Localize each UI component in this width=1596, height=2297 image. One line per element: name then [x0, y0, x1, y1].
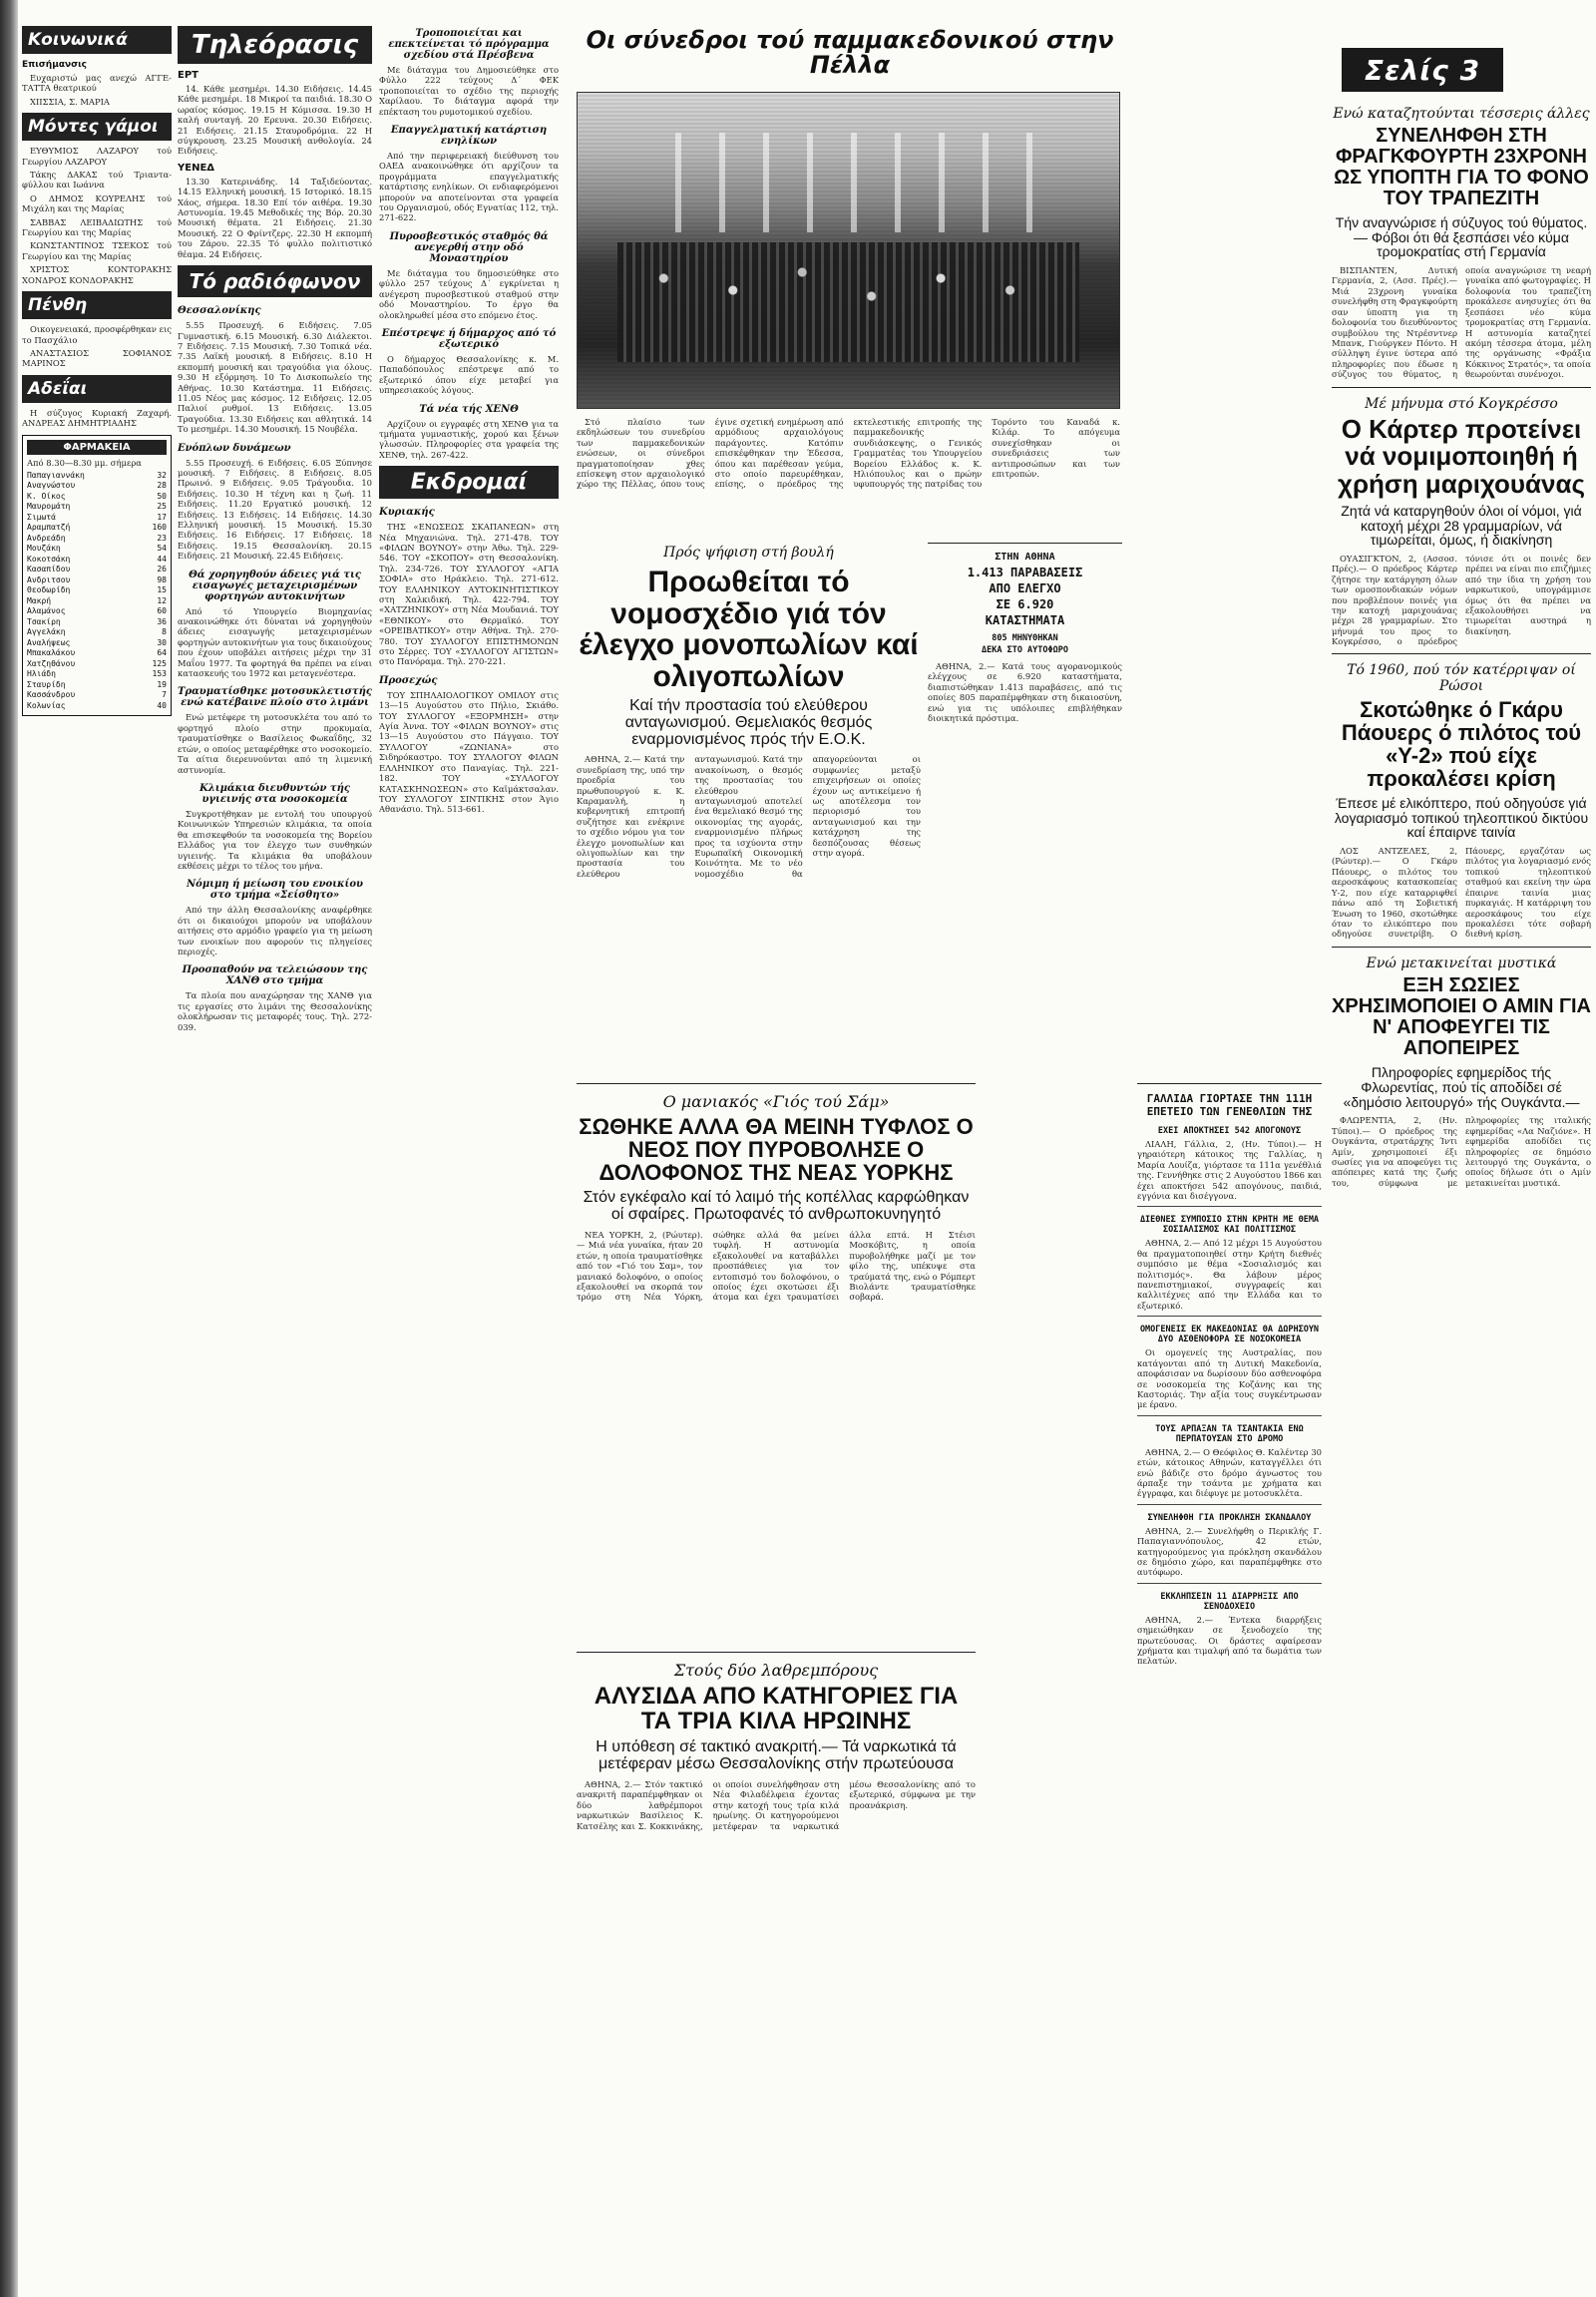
plan-headline: Τροποποιείται και επεκτείνεται τό πρόγραμμα σχεδίου στά Πρέσβενα	[388, 28, 550, 61]
pharmacy-entry	[27, 606, 167, 617]
athens-box-line-4: ΚΑΤΑΣΤΗΜΑΤΑ	[985, 613, 1065, 627]
pharmacy-intro: Από 8.30—8.30 μμ. σήμερα	[27, 457, 142, 468]
athens-box-line-6: ΔΕΚΑ ΣΤΟ ΑΥΤΟΦΩΡΟ	[982, 645, 1068, 655]
pharmacy-number: 64	[157, 648, 167, 658]
sam-text: ΝΕΑ ΥΟΡΚΗ, 2, (Ρώυτερ).— Μιά νέα γυναίκα, ήταν 20 ετών, η οποία τραυματίσθηκε από τον «Γιό του Σαμ», τον μανιακό δολοφόνο, ο οποίος εξακολουθεί να σκορπά τον τρόμο στη Νέα Υόρκη, σώθηκε αλλά θα μείνει τυφλή. Η αστυνομία εξακολουθεί να καταβάλλει προσπάθειες για τον εντοπισμό του δολοφόνου, ο οποίος έχει σκοτώσει έξι άτομα και έχει τραυματίσει άλλα επτά. Η Στέισι Μοσκόβιτς, η οποία πυροβολήθηκε μαζί με τον φίλο της, υπέκυψε στα τραύματά της, ενώ ο Ρόμπερτ Βιολάντε τραυματίσθηκε σοβαρά.	[577, 1229, 976, 1303]
photo-title: Οι σύνεδροι τού παμμακεδονικού στην Πέλλα	[586, 26, 1114, 80]
pharmacy-name: Παπαγιαννάκη	[27, 470, 85, 480]
local-news-column	[379, 20, 559, 2284]
amin-deck: Πληροφορίες εφημερίδος τής Φλωρεντίας, πού τίς αποδίδει σέ «δημόσιο λειτουργό» τής Ουγκάντα.—	[1343, 1064, 1580, 1110]
pharmacy-title: ΦΑΡΜΑΚΕΙΑ	[27, 440, 167, 455]
pharmacy-number: 153	[152, 669, 167, 679]
monopoly-text: ΑΘΗΝΑ, 2.— Κατά την συνεδρίαση της, υπό την προεδρία του πρωθυπουργού κ. Κ. Καραμανλή, η κυβερνητική επιτροπή συζήτησε και ενέκρινε το σχέδιο νόμου για τον έλεγχο μονοπωλίων και ολιγοπωλίων και την προστασία του ελεύθερου ανταγωνισμού. Κατά την ανακοίνωση, ο θεσμός της προστασίας του ελεύθερου ανταγωνισμού αποτελεί ένα θεμελιακό θεσμό της οικονομίας της αγοράς, εναρμονισμένο πλήρως προς τα ισχύοντα στην Ευρωπαϊκή Οικονομική Κοινότητα. Με το νέο νομοσχέδιο θα απαγορεύονται οι συμφωνίες μεταξύ επιχειρήσεων οι οποίες έχουν ως αντικείμενο ή ως αποτέλεσμα τον περιορισμό του ανταγωνισμού και την κατάχρηση της δεσπόζουσας θέσεως στην αγορά.	[577, 754, 921, 879]
pharmacy-list	[27, 471, 167, 712]
carter-text: ΟΥΑΣΙΓΚΤΟΝ, 2, (Ασσοσ. Πρές).— Ο πρόεδρος Κάρτερ ζήτησε την κατάργηση όλων των ομοσπονδιακών νόμων που προβλέπουν ποινές για την κατοχή μαριχουάνας μέχρι 28 γραμμαρίων. Στο μήνυμά του προς το Κογκρέσσο, ο πρόεδρος τόνισε ότι οι ποινές δεν πρέπει να είναι πιο επιζήμιες από την ίδια τη χρήση του ναρκωτικού, υπογράμμισε όμως ότι θα πρέπει να εξακολουθήσει να τιμωρείται αυστηρά η διακίνηση.	[1332, 553, 1591, 647]
pharmacy-name: Μπακαλάκου	[27, 648, 76, 658]
pharmacy-name: Κασσάνδρου	[27, 690, 76, 700]
photo-crowd	[617, 242, 1079, 362]
mayor-text: Ο δήμαρχος Θεσσαλονίκης κ. Μ. Παπαδόπουλος επέστρεψε από το εξωτερικό όπου είχε μεταβεί για υπηρεσιακούς λόγους.	[379, 353, 559, 396]
scandal-headline: ΣΥΝΕΛΗΦΘΗ ΓΙΑ ΠΡΟΚΛΗΣΗ ΣΚΑΝΔΑΛΟΥ	[1147, 1512, 1312, 1523]
congress-photo	[577, 92, 1120, 409]
pharmacy-name: Κασαπίδου	[27, 565, 71, 574]
pharmacy-number: 15	[157, 585, 167, 595]
pharmacy-name: Αναλήψεως	[27, 637, 71, 647]
mayor-headline: Επέστρεψε ή δήμαρχος από τό εξωτερικό	[381, 327, 557, 350]
pharmacy-number: 60	[157, 606, 167, 616]
powers-kicker: Τό 1960, πού τόν κατέρριψαν οί Ρώσοι	[1347, 661, 1576, 694]
port-headline: Προσπαθούν να τελειώσουν της ΧΑΝΘ στο τμήμα	[182, 964, 368, 987]
pharmacy-number: 160	[152, 523, 167, 533]
divider	[1137, 1316, 1322, 1317]
pharmacy-entry	[27, 617, 167, 628]
pharmacy-name: Αλαμάνος	[27, 606, 66, 616]
pharmacy-entry	[27, 627, 167, 638]
athens-box-line-1: 1.413 ΠΑΡΑΒΑΣΕΙΣ	[967, 566, 1083, 579]
divider	[1137, 1083, 1322, 1084]
pharmacy-name: Αραμπατζή	[27, 523, 71, 533]
carter-deck: Ζητά νά καταργηθούν όλοι οί νόμοι, γιά κατοχή μέχρι 28 γραμμαρίων, νά τιμωρείται, όμως, ή διακίνηση	[1341, 502, 1582, 549]
xenth-text: Αρχίζουν οι εγγραφές στη ΧΕΝΘ για τα τμήματα γυμναστικής, χορού και ξένων γλωσσών. Πληροφορίες στα γραφεία της ΧΕΝΘ, τηλ. 267-422.	[379, 418, 559, 460]
biker-text: Ενώ μετέφερε τη μοτοσυκλέτα του από το φορτηγό πλοίο στην προκυμαία, τραυματίσθηκε ο Βασίλειος Φωκαΐδης, 32 ετών, ο οποίος μεταφέρθηκε στο νοσοκομείο. Τα αίτια διερευνούνται από τη λιμενική αστυνομία.	[178, 712, 372, 775]
athens-box-title: ΣΤΗΝ ΑΘΗΝΑ	[995, 552, 1055, 563]
pharmacy-entry	[27, 669, 167, 680]
pharmacy-name: Σταυρίδη	[27, 679, 66, 689]
plan-text: Με διάταγμα του Δημοσιεύθηκε στο Φύλλο 222 τεύχους Δ΄ ΦΕΚ τροποποιείται το σχέδιο της περιοχής Χαρίλαου. Το διάταγμα αφορά την επέκταση του ρυμοτομικού σχεδίου.	[379, 65, 559, 117]
pharmacy-entry	[27, 659, 167, 670]
pharmacy-name: Ηλιάδη	[27, 669, 56, 679]
section-banner-weddings: Μόντες γάμοι	[22, 113, 172, 141]
smuggler-article	[577, 1646, 976, 2284]
pharmacy-entry	[27, 544, 167, 555]
pharmacy-name: Μακρή	[27, 595, 52, 605]
frankfurt-text: ΒΙΣΠΑΝΤΕΝ, Δυτική Γερμανία, 2, (Ασσ. Πρές).— Μιά 23χρονη γυναίκα συνελήφθη στη Φραγκφούρτη σαν ύποπτη για τη δολοφονία του διευθύνοντος συμβούλου της Ντρέσντνερ Μπανκ, Γιούργκεν Πόντο. Η σύλληψη έγινε ύστερα από πληροφορίες που έδωσε η σύζυγος του θύματος, η οποία αναγνώρισε τη νεαρή γυναίκα από φωτογραφίες. Η δολοφονία του τραπεζίτη προκάλεσε ανησυχίες ότι θα ξεσπάσει νέο κύμα τρομοκρατίας στη Γερμανία. Η αστυνομία καταζητεί ακόμη τέσσερα άτομα, μέλη της οργάνωσης «Φράξια Κόκκινος Στρατός», τα οποία θεωρούνται συνένοχοι.	[1332, 265, 1591, 380]
galleria-headline: ΓΑΛΛΙΔΑ ΓΙΟΡΤΑΣΕ ΤΗΝ 111Η ΕΠΕΤΕΙΟ ΤΩΝ ΓΕΝΕΘΛΙΩΝ ΤΗΣ	[1146, 1092, 1313, 1118]
amin-headline: ΕΞΗ ΣΩΣΙΕΣ ΧΡΗΣΙΜΟΠΟΙΕΙ Ο ΑΜΙΝ ΓΙΑ Ν' ΑΠΟΦΕΥΓΕΙ ΤΙΣ ΑΠΟΠΕΙΡΕΣ	[1332, 974, 1591, 1060]
fire-station-headline: Πυροσβεστικός σταθμός θά ανεγερθή στην οδό Μοναστηρίου	[389, 230, 549, 264]
thefts-text: ΑΘΗΝΑ, 2.— Έντεκα διαρρήξεις σημειώθηκαν σε ξενοδοχείο της πρωτεύουσας. Οι δράστες αφαίρεσαν χρήματα και τιμαλφή από τα δωμάτια των πελατών.	[1137, 1614, 1322, 1667]
section-banner-social: Κοινωνικά	[22, 26, 172, 54]
mourning-text: Οικογενειακά, προσφέρθηκαν εις το Πασχάλιο ΑΝΑΣΤΑΣΙΟΣ ΣΟΦΙΑΝΟΣ ΜΑΡΙΝΟΣ	[22, 324, 172, 369]
pharmacy-entry	[27, 648, 167, 659]
pharmacy-entry	[27, 481, 167, 492]
pharmacy-entry	[27, 502, 167, 513]
pharmacy-entry	[27, 555, 167, 566]
pharmacy-number: 30	[157, 637, 167, 647]
pharmacy-entry	[27, 680, 167, 691]
broadcast-column	[178, 20, 372, 2284]
world-news-column	[1332, 98, 1591, 2282]
scandal-text: ΑΘΗΝΑ, 2.— Συνελήφθη ο Περικλής Γ. Παπαγιαννόπουλος, 42 ετών, κατηγορούμενος για πρόκληση σκανδάλου σε δημόσιο χώρο, και παραπέμφθηκε στο αυτόφωρο.	[1137, 1525, 1322, 1578]
monopoly-kicker: Πρός ψήφιση στή βουλή	[663, 545, 834, 561]
pharmacy-number: 26	[157, 565, 167, 574]
thefts-headline: ΕΚΚΛΗΠΣΕΙΝ 11 ΔΙΑΡΡΗΞΙΣ ΑΠΟ ΣΕΝΟΔΟΧΕΙΟ	[1160, 1591, 1299, 1612]
pharmacy-entry	[27, 471, 167, 482]
pharmacy-number: 44	[157, 554, 167, 564]
hygiene-headline: Κλιμάκια διευθυντών τής υγιεινής στα νοσοκομεία	[200, 782, 350, 805]
pharmacy-name: Θεοδωρίδη	[27, 585, 71, 595]
carter-kicker: Μέ μήνυμα στό Κογκρέσσο	[1365, 396, 1558, 413]
pharmacy-number: 19	[157, 679, 167, 689]
divider	[1137, 1206, 1322, 1207]
galleria-subhead: ΕΧΕΙ ΑΠΟΚΤΗΣΕΙ 542 ΑΠΟΓΟΝΟΥΣ	[1157, 1126, 1302, 1136]
pharmacy-entry	[27, 565, 167, 575]
divider	[1332, 947, 1591, 948]
pharmacy-name: Κ. Οίκος	[27, 491, 66, 501]
pharmacy-number: 7	[162, 690, 167, 700]
pharmacy-number: 54	[157, 544, 167, 554]
ert-label: ΕΡΤ	[178, 70, 199, 81]
carter-headline: Ο Κάρτερ προτείνει νά νομιμοποιηθή ή χρήση μαριχουάνας	[1337, 414, 1585, 499]
binding-gutter	[0, 0, 18, 2297]
athens-inspections	[928, 537, 1122, 1065]
section-banner-permits: Αδεΐαι	[22, 375, 172, 403]
pharmacy-name: Ανδριτσου	[27, 574, 71, 584]
tv-banner: Τηλεόρασις	[178, 26, 372, 64]
ert-schedule: 14. Κάθε μεσημέρι. 14.30 Ειδήσεις. 14.45 Κάθε μεσημέρι. 18 Μικροί τα παιδιά. 18.30 Ο ωραίος κόσμος. 19.15 Η Κόμισσα. 19.30 Η καλή συνταγή. 20 Ερευνα. 20.30 Ειδήσεις. 21 Ειδήσεις. 21.15 Σταυροδρόμια. 22 Η σύγκρουση. 23.25 Μουσική ανθολογία. 24 Ειδήσεις.	[178, 84, 372, 157]
photo-caption-block	[577, 417, 1120, 537]
briefs-column	[1137, 1077, 1322, 2284]
pharmacy-number: 8	[162, 627, 167, 637]
training-text: Από την περιφερειακή διεύθυνση του ΟΑΕΔ ανακοινώθηκε ότι αρχίζουν τα προγράμματα επαγγελματικής κατάρτισης ενηλίκων. Οι ενδιαφερόμενοι μπορούν να αποτείνονται στα γραφεία του Οργανισμού, οδός Εγνατίας 112, τηλ. 271-622.	[379, 151, 559, 223]
pharmacy-entry	[27, 690, 167, 701]
pharmacy-name: Αναγνώστου	[27, 481, 76, 491]
thessaloniki-schedule: 5.55 Προσευχή. 6 Ειδήσεις. 7.05 Γυμναστική. 6.15 Μουσική. 6.30 Διάλεκτοι. 7 Ειδήσεις. 7.15 Μουσική. 7.30 Τοπικά νέα. 7.35 Λαϊκή μουσική. 8 Ειδήσεις. 8.10 Η εκπομπή μουσική και τραγούδια για όλους. 9.30 Η εξόρμηση. 10 Το Δισκοπωλείο της Αθήνας. 10.30 Κατάστημα. 11 Ειδήσεις. 11.05 Νέος μας κόσμος. 12 Ειδήσεις. 12.05 Παλιοί ρυθμοί. 13 Ειδήσεις. 13.05 Τραγούδια. 13.30 Ειδήσεις και αθλητικά. 14 Το μεσημέρι. 14.30 Μουσική. 15 Νουβέλα.	[178, 320, 372, 435]
section-subtitle: Επισήμανσις	[22, 60, 87, 70]
pharmacy-entry	[27, 534, 167, 545]
training-headline: Επαγγελματική κατάρτιση ενηλίκων	[390, 125, 548, 148]
excursions-subtitle: Κυριακής	[379, 507, 435, 519]
pharmacy-name: Μαυρομάτη	[27, 502, 71, 512]
divider	[928, 543, 1122, 544]
sam-kicker: Ο μανιακός «Γιός τού Σάμ»	[662, 1092, 890, 1111]
sam-article	[577, 1077, 976, 1636]
trucks-text: Από τό Υπουργείο Βιομηχανίας ανακοινώθηκε ότι δύναται νά χορηγηθούν άδειες εισαγωγής μεταχειρισμένων φορτηγών αυτοκινήτων για τους δικαιούχους που έχουν υποβάλει αιτήσεις μέχρι την 31 Μαΐου 1977. Τα φορτηγά θα πρέπει να είναι κατασκευής του 1972 και μεταγενέστερα.	[178, 605, 372, 679]
rent-headline: Νόμιμη ή μείωση του ενοικίου στο τμήμα «Σείσθητο»	[187, 879, 363, 902]
social-column	[22, 20, 172, 2284]
powers-text: ΛΟΣ ΑΝΤΖΕΛΕΣ, 2, (Ρώυτερ).— Ο Γκάρυ Πάουερς, ο πιλότος του αεροσκάφους κατασκοπείας Υ-2, που είχε καταρριφθεί πάνω από τη Σοβιετική Ένωση το 1960, σκοτώθηκε όταν το ελικόπτερο που οδηγούσε συνετρίβη. Ο Πάουερς, εργαζόταν ως πιλότος για λογαριασμό ενός τοπικού τηλεοπτικού σταθμού και εκείνη την ώρα έπαιρνε ταινία μιας πυρκαγιάς. Η κατάρριψη του αεροσκάφους του είχε προκαλέσει τότε σοβαρή διεθνή κρίση.	[1332, 846, 1591, 940]
monopoly-article	[577, 537, 921, 1065]
pharmacy-name: Ανδρεάδη	[27, 533, 66, 543]
sam-headline: ΣΩΘΗΚΕ ΑΛΛΑ ΘΑ ΜΕΙΝΗ ΤΥΦΛΟΣ Ο ΝΕΟΣ ΠΟΥ ΠΥΡΟΒΟΛΗΣΕ Ο ΔΟΛΟΦΟΝΟΣ ΤΗΣ ΝΕΑΣ ΥΟΡΚΗΣ	[579, 1114, 974, 1186]
xenth-headline: Τά νέα τής ΧΕΝΘ	[419, 403, 519, 415]
pharmacy-number: 40	[157, 700, 167, 710]
divider	[1137, 1415, 1322, 1416]
thessaloniki-label: Θεσσαλονίκης	[178, 305, 261, 317]
armed-forces-label: Ενόπλων δυνάμεων	[178, 442, 291, 454]
weddings-text: ΕΥΘΥΜΙΟΣ ΛΑΖΑΡΟΥ τού Γεωργίου ΛΑΖΑΡΟΥ Τάκης ΔΑΚΑΣ τού Τριαντα- φύλλου και Ιωάννα Ο ΔΗΜΟΣ ΚΟΥΡΕΛΗΣ τού Μιχάλη και της Μαρίας ΣΑΒΒΑΣ ΛΕΙΒΑΔΙΩΤΗΣ τού Γεωργίου και της Μαρίας ΚΩΝΣΤΑΝΤΙΝΟΣ ΤΣΕΚΟΣ τού Γεωργίου και της Μαρίας ΧΡΙΣΤΟΣ ΚΟΝΤΟΡΑΚΗΣ ΧΟΝΔΡΟΣ ΚΟΝΔΟΡΑΚΗΣ	[22, 146, 172, 285]
permits-text: Η σύζυγος Κυριακή Ζαχαρή. ΑΝΔΡΕΑΣ ΔΗΜΗΤΡΙΑΔΗΣ	[22, 407, 172, 429]
pharmacy-name: Σιμωτά	[27, 512, 56, 522]
pharmacy-number: 12	[157, 595, 167, 605]
pharmacy-name: Τσακίρη	[27, 616, 61, 626]
bags-text: ΑΘΗΝΑ, 2.— Ο Θεόφιλος Θ. Καλέντερ 30 ετών, κάτοικος Αθηνών, καταγγέλλει ότι ενώ βάδιζε στο δρόμο άγνωστος του άρπαξε την τσάντα με χρήματα και έγγραφα, και διέφυγε με μοτοσυκλέτα.	[1137, 1446, 1322, 1499]
pharmacy-entry	[27, 513, 167, 524]
divider	[577, 1652, 976, 1653]
section-banner-mourning: Πένθη	[22, 291, 172, 319]
armed-forces-schedule: 5.55 Προσευχή. 6 Ειδήσεις. 6.05 Ξύπνησε μουσική. 7 Ειδήσεις. 8 Ειδήσεις. 8.05 Πρωινό. 9 Ειδήσεις. 9.05 Τράγουδια. 10 Ειδήσεις. 10.30 Η τέχνη και η ζωή. 11 Ειδήσεις. 11.20 Εργατικό μουσική. 12 Ειδήσεις. 13 Ειδήσεις. 14 Ειδήσεις. 14.30 Ελληνική μουσική. 15 Μουσική. 15.30 Ειδήσεις. 16 Ειδήσεις. 17 Ειδήσεις. 18 Ειδήσεις. 19.15 Θεσσαλονίκη. 20.15 Ειδήσεις. 21 Μουσική. 22.45 Ειδήσεις.	[178, 457, 372, 562]
pharmacy-name: Μουζάκη	[27, 544, 61, 554]
frankfurt-headline: ΣΥΝΕΛΗΦΘΗ ΣΤΗ ΦΡΑΓΚΦΟΥΡΤΗ 23ΧΡΟΝΗ ΩΣ ΥΠΟΠΤΗ ΓΙΑ ΤΟ ΦΟΝΟ ΤΟΥ ΤΡΑΠΕΖΙΤΗ	[1334, 125, 1589, 209]
amin-kicker: Ενώ μετακινείται μυστικά	[1366, 956, 1557, 972]
pharmacy-number: 23	[157, 533, 167, 543]
pharmacy-number: 17	[157, 512, 167, 522]
pharmacy-number: 25	[157, 502, 167, 512]
pharmacy-number: 98	[157, 574, 167, 584]
bags-headline: ΤΟΥΣ ΑΡΠΑΞΑΝ ΤΑ ΤΣΑΝΤΑΚΙΑ ΕΝΩ ΠΕΡΠΑΤΟΥΣΑΝ ΣΤΟ ΔΡΟΜΟ	[1155, 1423, 1304, 1444]
divider	[577, 1083, 976, 1084]
divider	[1332, 653, 1591, 654]
powers-deck: Έπεσε μέ ελικόπτερο, πού οδηγούσε γιά λογαριασμό τοπικού τηλεοπτικού δικτύου καί έπαιρνε ταινία	[1334, 795, 1589, 841]
divider	[1137, 1504, 1322, 1505]
excursions-banner: Εκδρομαί	[379, 466, 559, 499]
athens-box-text: ΑΘΗΝΑ, 2.— Κατά τους αγορανομικούς ελέγχους σε 6.920 καταστήματα, διαπιστώθηκαν 1.413 παραβάσεις, από τις οποίες 805 παραπέμφθηκαν στη δικαιοσύνη, ενώ για τις υπόλοιπες επιβλήθηκαν διοικητικά πρόστιμα.	[928, 661, 1122, 724]
social-text: Ευχαριστώ μας ανεχώ ΑΓΓΕ- ΤΑΤΤΑ θεατρικού ΧΙΙΣΣΙΑ, Σ. ΜΑΡΙΑ	[22, 73, 172, 107]
pharmacy-entry	[27, 492, 167, 503]
athens-box-line-2: ΑΠΟ ΕΛΕΓΧΟ	[989, 581, 1061, 595]
amin-text: ΦΛΩΡΕΝΤΙΑ, 2, (Ην. Τύποι).— Ο πρόεδρος της Ουγκάντα, στρατάρχης Ίντι Αμίν, χρησιμοποιεί έξι σωσίες για να αποφεύγει τις απόπειρες κατά της ζωής του, σύμφωνα με πληροφορίες της ιταλικής εφημερίδας «Λα Ναζιόνε». Η εφημερίδα αποδίδει τις πληροφορίες σε δημόσιο λειτουργό της Ουγκάντα, ο οποίος δήλωσε ότι ο Αμίν μετακινείται μυστικά.	[1332, 1115, 1591, 1188]
trucks-headline: Θά χορηγηθούν άδειες γιά τις εισαγωγές μεταχειρισμένων φορτηγών αυτοκινήτων	[189, 569, 361, 602]
pharmacy-number: 36	[157, 616, 167, 626]
smuggler-kicker: Στούς δύο λαθρεμπόρους	[673, 1661, 879, 1680]
symposium-text: ΑΘΗΝΑ, 2.— Από 12 μέχρι 15 Αυγούστου θα πραγματοποιηθεί στην Κρήτη διεθνές συμπόσιο με θέμα «Σοσιαλισμός και πολιτισμός». Θα λάβουν μέρος πανεπιστημιακοί, συγγραφείς και καλλιτέχνες από την Ελλάδα και το εξωτερικό.	[1137, 1238, 1322, 1311]
pharmacy-box	[22, 435, 172, 717]
smuggler-deck: Η υπόθεση σέ τακτικό ανακριτή.— Τά ναρκωτικά τά μετέφεραν μέσω Θεσσαλονίκης στήν πρωτεύουσα	[596, 1738, 957, 1773]
upcoming-text: ΤΟΥ ΣΠΗΛΑΙΟΛΟΓΙΚΟΥ ΟΜΙΛΟΥ στις 13—15 Αυγούστου στο Πήλιο, Σκιάθο. ΤΟΥ ΣΥΛΛΟΓΟΥ «ΕΞΟΡΜΗΣΗ» στην Αγία Άννα. ΤΟΥ «ΦΙΛΩΝ ΒΟΥΝΟΥ» στις 13—15 Αυγούστου στο Πάγγαιο. ΤΟΥ ΣΥΛΛΟΓΟΥ «ΖΩΝΙΑΝΑ» στο Σιδηρόκαστρο. ΤΟΥ ΣΥΛΛΟΓΟΥ ΦΙΛΩΝ ΕΛΛΗΝΙΚΟΥ στο Παναγίας. Τηλ. 221-182. ΤΟΥ «ΣΥΛΛΟΓΟΥ ΚΑΤΑΣΚΗΝΩΣΕΩΝ» στο Καϊμάκτσαλαν. ΤΟΥ ΣΥΛΛΟΓΟΥ ΣΙΝΤΙΚΗΣ στον Άγιο Αθανάσιο. Τηλ. 513-661.	[379, 689, 559, 815]
rent-text: Από την άλλη Θεσσαλονίκης αναφέρθηκε ότι οι δικαιούχοι μπορούν να υποβάλουν αιτήσεις στο αρμόδιο γραφείο για τη μείωση των ενοικίων που αφορούν τις πληγείσες περιοχές.	[178, 905, 372, 957]
frankfurt-deck: Τήν αναγνώρισε ή σύζυγος τού θύματος.— Φόβοι ότι θά ξεσπάσει νέο κύμα τρομοκρατίας στή Γερμανία	[1335, 214, 1588, 260]
hygiene-text: Συγκροτήθηκαν με εντολή του υπουργού Κοινωνικών Υπηρεσιών κλιμάκια, τα οποία θα επισκεφθούν τα νοσοκομεία της Βορείου Ελλάδος για τον έλεγχο των συνθηκών υγιεινής. Τα κλιμάκια θα υποβάλουν εκθέσεις μέχρι το τέλος του μήνα.	[178, 808, 372, 871]
pharmacy-number: 125	[152, 658, 167, 668]
symposium-headline: ΔΙΕΘΝΕΣ ΣΥΜΠΟΣΙΟ ΣΤΗΝ ΚΡΗΤΗ ΜΕ ΘΕΜΑ ΣΟΣΙΑΛΙΣΜΟΣ ΚΑΙ ΠΟΛΙΤΙΣΜΟΣ	[1139, 1215, 1320, 1236]
excursions-text: ΤΗΣ «ΕΝΩΣΕΩΣ ΣΚΑΠΑΝΕΩΝ» στη Νέα Μηχανιώνα. Τηλ. 271-478. ΤΟΥ «ΦΙΛΩΝ ΒΟΥΝΟΥ» στην Άθω. Τηλ. 229-546. ΤΟΥ «ΣΚΟΠΟΥ» στη Θεσσαλονίκη. Τηλ. 234-726. ΤΟΥ ΣΥΛΛΟΓΟΥ «ΑΓΙΑ ΣΟΦΙΑ» στο Ηράκλειο. Τηλ. 271-612. ΤΟΥ ΕΛΛΗΝΙΚΟΥ ΑΥΤΟΚΙΝΗΤΙΣΤΙΚΟΥ στη Χαλκιδική. Τηλ. 422-794. ΤΟΥ «ΧΑΤΖΗΝΙΚΟΥ» στη Νέα Μουδανιά. ΤΟΥ «ΕΘΝΙΚΟΥ» στο Θερμαϊκό. ΤΟΥ «ΟΡΕΙΒΑΤΙΚΟΥ» στην Αθήνα. Τηλ. 270-780. ΤΟΥ ΣΥΛΛΟΓΟΥ ΕΠΙΣΤΗΜΟΝΩΝ στο Σέρρες. ΤΟΥ «ΣΥΛΛΟΓΟΥ ΑΓΙΣΤΩΝ» στο Πανόραμα. Τηλ. 270-221.	[379, 522, 559, 667]
pharmacy-entry	[27, 585, 167, 596]
smuggler-text: ΑΘΗΝΑ, 2.— Στόν τακτικό ανακριτή παραπέμφθηκαν οι δύο λαθρέμποροι ναρκωτικών Βασίλειος Κ. Κατσέλης και Σ. Κοκκινάκης, οι οποίοι συνελήφθησαν στη Νέα Φιλαδέλφεια έχοντας στην κατοχή τους τρία κιλά ηρωίνης. Οι κατηγορούμενοι μετέφεραν τα ναρκωτικά μέσω Θεσσαλονίκης από το εξωτερικό, σύμφωνα με την προανάκριση.	[577, 1778, 976, 1831]
ambulances-headline: ΟΜΟΓΕΝΕΙΣ ΕΚ ΜΑΚΕΔΟΝΙΑΣ ΘΑ ΔΩΡΗΣΟΥΝ ΔΥΟ ΑΣΘΕΝΟΦΟΡΑ ΣΕ ΝΟΣΟΚΟΜΕΙΑ	[1139, 1325, 1320, 1345]
pharmacy-name: Κολωνίας	[27, 700, 66, 710]
monopoly-headline: Προωθείται τό νομοσχέδιο γιά τόν έλεγχο μονοπωλίων καί ολιγοπωλίων	[579, 566, 919, 693]
yened-label: ΥΕΝΕΔ	[178, 162, 215, 174]
divider	[1137, 1583, 1322, 1584]
photo-columns	[637, 133, 1059, 232]
pharmacy-entry	[27, 596, 167, 607]
athens-box-line-5: 805 ΜΗΝΥΘΗΚΑΝ	[992, 633, 1058, 643]
pharmacy-entry	[27, 701, 167, 712]
upcoming-label: Προσεχώς	[379, 674, 438, 686]
photo-caption-text: Στό πλαίσιο των εκδηλώσεων του συνεδρίου των παμμακεδονικών ενώσεων, οι σύνεδροι πραγματοποίησαν χθες επίσκεψη στον αρχαιολογικό χώρο της Πέλλας, όπου τους έγινε σχετική ενημέρωση από αρμόδιους αρχαιολόγους παράγοντες. Κατόπιν επισκέφθηκαν την Έδεσσα, όπου και παρέθεσαν γεύμα, στο οποίο παρευρέθηκαν, επίσης, ο πρόεδρος της εκτελεστικής επιτροπής της παμμακεδονικής συνδιάσκεψης, ο Γενικός Γραμματέας του Υπουργείου Βορείου Ελλάδος κ. Κ. Ηλιόπουλος και ο πρώην υφυπουργός της πατρίδας του Τορόντο του Καναδά κ. Κιλάρ. Το απόγευμα συνεχίσθηκαν οι συνεδριάσεις των αντιπροσώπων και των επιτροπών.	[577, 417, 1120, 490]
pharmacy-name: Κοκοτσάκη	[27, 554, 71, 564]
divider	[1332, 387, 1591, 388]
pharmacy-entry	[27, 638, 167, 649]
pharmacy-number: 28	[157, 481, 167, 491]
fire-station-text: Με διάταγμα του δημοσιεύθηκε στο φύλλο 257 τεύχους Δ΄ εγκρίνεται η ανέγερση πυροσβεστικού σταθμού στην οδό Μοναστηρίου. Το έργο θα ολοκληρωθεί μέσα στο επόμενο έτος.	[379, 267, 559, 320]
pharmacy-name: Χατζηθάνου	[27, 658, 76, 668]
port-text: Τα πλοία που αναχώρησαν της ΧΑΝΘ για τις εργασίες στο λιμάνι της Θεσσαλονίκης ολοκλήρωσαν τις μεταφορές τους. Τηλ. 272-039.	[178, 990, 372, 1032]
biker-headline: Τραυματίσθηκε μοτοσυκλετιστής ενώ κατέβαινε πλοίο στο λιμάνι	[178, 686, 372, 709]
athens-box-line-3: ΣΕ 6.920	[996, 597, 1054, 611]
smuggler-headline: ΑΛΥΣΙΔΑ ΑΠΟ ΚΑΤΗΓΟΡΙΕΣ ΓΙΑ ΤΑ ΤΡΙΑ ΚΙΛΑ ΗΡΩΙΝΗΣ	[594, 1683, 959, 1735]
pharmacy-name: Αγγελάκη	[27, 627, 66, 637]
pharmacy-number: 32	[157, 470, 167, 480]
ambulances-text: Οι ομογενείς της Αυστραλίας, που κατάγονται από τη Δυτική Μακεδονία, αποφάσισαν να δωρίσουν δύο ασθενοφόρα σε νοσοκομεία της Κοζάνης και της Καστοριάς. Την αξία τους συγκέντρωσαν με έρανο.	[1137, 1347, 1322, 1410]
galleria-text: ΛΙΑΛΗ, Γάλλια, 2, (Ην. Τύποι).— Η γηραιότερη κάτοικος της Γαλλίας, η Μαρία Λουίζα, γιόρτασε τα 111α γενέθλιά της. Γεννήθηκε στις 2 Αυγούστου 1866 και έχει αποκτήσει 542 απογόνους, παιδιά, εγγόνια και δισέγγονα.	[1137, 1139, 1322, 1202]
page-number-logo: Σελίς 3	[1342, 48, 1503, 92]
pharmacy-entry	[27, 523, 167, 534]
radio-banner: Τό ραδιόφωνον	[178, 265, 372, 297]
yened-schedule: 13.30 Κατερινάδης. 14 Ταξιδεύοντας. 14.15 Ελληνική μουσική. 15 Ιστορικό. 18.15 Χάος, σήμερα. 18.30 Επί τόν αιθέρα. 19.30 Αστυνομία. 19.45 Μεθοδικές της Βόρ. 20.30 Μουσική θέματα. 21 Ειδήσεις. 21.30 Μουσική. 22 Ο Φρίντζερς. 22.30 Η εκπομπή του Ζάρου. 22.35 Τό φυλλο πολιτιστικό θέαμα. 24 Ειδήσεις.	[178, 176, 372, 259]
pharmacy-entry	[27, 575, 167, 586]
pharmacy-number: 50	[157, 491, 167, 501]
sam-deck: Στόν εγκέφαλο καί τό λαιμό τής κοπέλλας καρφώθηκαν οί σφαίρες. Πρωτοφανές τό ανθρωποκυνηγητό	[583, 1189, 970, 1224]
powers-headline: Σκοτώθηκε ό Γκάρυ Πάουερς ό πιλότος τού «Υ-2» πού είχε προκαλέσει κρίση	[1341, 696, 1582, 791]
monopoly-deck: Καί τήν προστασία τού ελεύθερου ανταγωνισμού. Θεμελιακός θεσμός εναρμονισμένος πρός τήν Ε.Ο.Κ.	[624, 697, 873, 748]
frankfurt-kicker: Ενώ καταζητούνται τέσσερις άλλες	[1333, 106, 1590, 122]
